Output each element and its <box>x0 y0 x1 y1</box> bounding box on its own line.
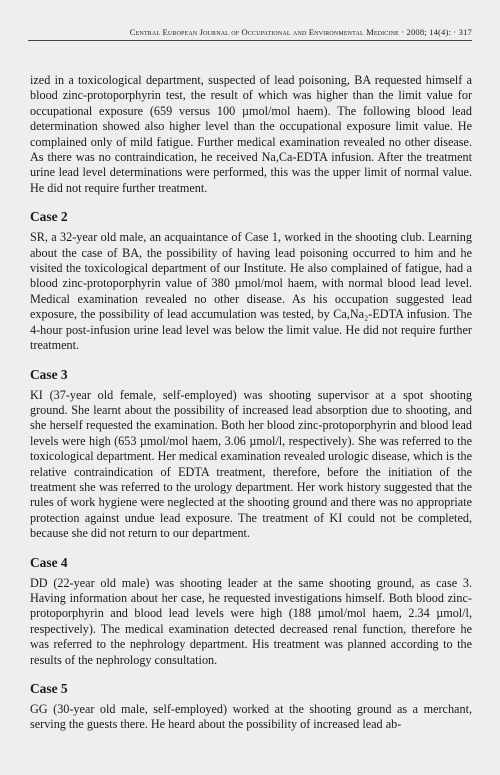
case-4-heading: Case 4 <box>30 554 68 570</box>
case-2-text: SR, a 32-year old male, an acquaintance of Case 1, worked in the shooting club. Learning about the case of BA, the possibility of having lead poisoning occurred to him and he visited the toxicological department of our Institute. He also complained of fatigue, had a blood zinc-protoporphyrin value of 380 µmol/mol haem, with normal blood lead level. Medical examination revealed no other disease. As his occupation suggested lead exposure, the possibility of lead accumulation was tested, by Ca,Na₂-EDTA infusion. The 4-hour post-infusion urine lead level was below the limit value. He did not require further treatment. <box>30 230 472 353</box>
article-body <box>30 73 472 733</box>
running-head: Central European Journal of Occupational and Environmental Medicine · 2008; 14(4): · 317 <box>28 27 472 41</box>
case-3-text: KI (37-year old female, self-employed) was shooting supervisor at a spot shooting ground. She learnt about the possibility of increased lead absorption due to shooting, and she herself requested the examination. Both her blood zinc-protoporphyrin and blood lead levels were high (653 µmol/mol haem, 3.06 µmol/l, respectively). She was referred to the toxicological department. Her medical examination revealed urologic disease, which is the relative contraindication of EDTA treatment, therefore, before the initiation of the treatment she was referred to the urology department. Her work history suggested that the rules of work hygiene were neglected at the shooting ground and there was no appropriate protection against undue lead exposure. The treatment of KI could not be completed, because she did not return to our department. <box>30 387 472 541</box>
case-5-heading: Case 5 <box>30 681 68 696</box>
case-2-heading: Case 2 <box>30 209 68 225</box>
case-3-heading: Case 3 <box>30 366 68 382</box>
intro-paragraph: ized in a toxicological department, suspected of lead poisoning, BA requested himself a blood zinc-protoporphyrin test, the result of which was higher than the limit value for occupational exposure (659 versus 100 µmol/mol haem). The following blood lead determination showed also higher level than the occupational exposure limit value. He complained only of mild fatigue. Further medical examination revealed no other disease. As there was no contraindication, he received Na,Ca-EDTA infusion. After the treatment urine lead level determinations were performed, this was the upper limit of normal value. He did not require further treatment. <box>30 73 472 195</box>
case-4-text: DD (22-year old male) was shooting leader at the same shooting ground, as case 3. Having information about her case, he requested investigations himself. Both blood zinc-protoporphyrin and blood lead levels were high (188 µmol/mol haem, 2.34 µmol/l, respectively). The medical examination detected decreased renal function, therefore he was referred to the nephrology department. His treatment was planned according to the results of the nephrology consultation. <box>30 575 472 667</box>
case-5-text: GG (30-year old male, self-employed) worked at the shooting ground as a merchant, serving the guests there. He heard about the possibility of increased lead ab- <box>30 702 472 732</box>
